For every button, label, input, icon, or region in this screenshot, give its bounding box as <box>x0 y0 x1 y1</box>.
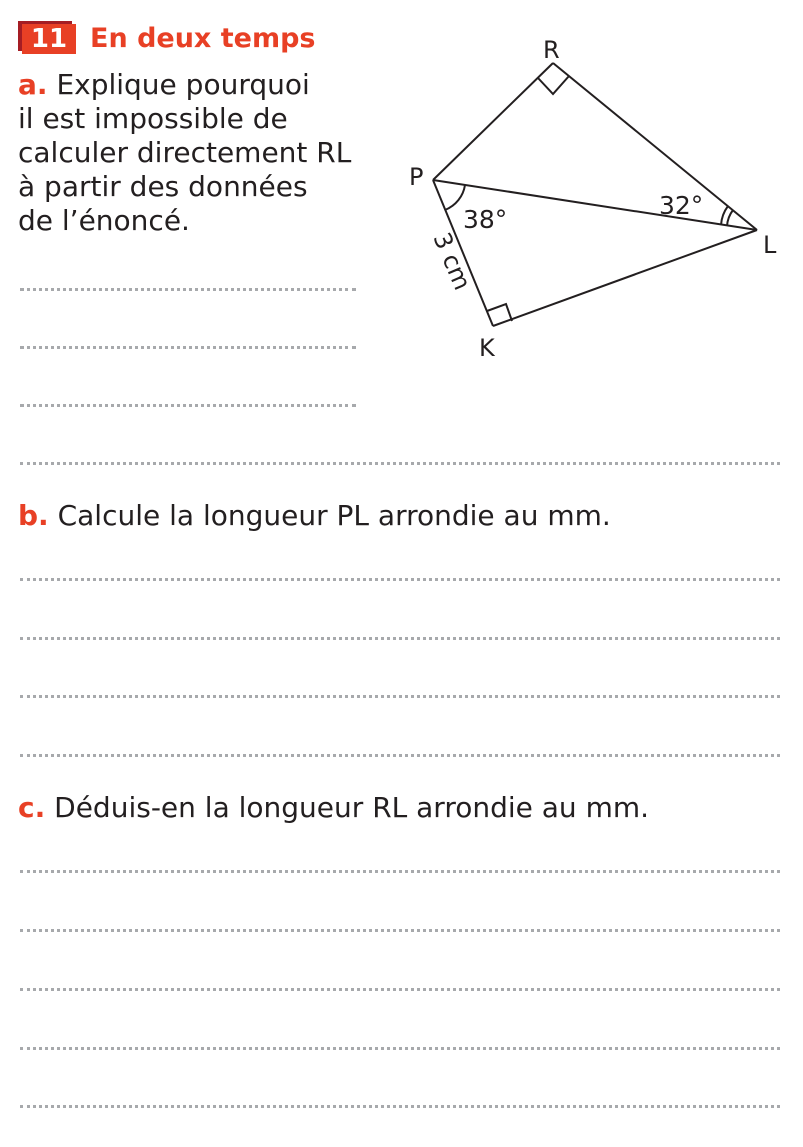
right-angle-mark-R <box>538 76 569 94</box>
answer-line-b-4[interactable] <box>20 754 780 757</box>
answer-line-b-3[interactable] <box>20 695 780 698</box>
answer-line-c-1[interactable] <box>20 870 780 873</box>
angle-arc-P <box>445 185 465 210</box>
segment-RL <box>553 63 757 230</box>
answer-line-a-2[interactable] <box>20 346 356 349</box>
question-a-line-5: de l’énoncé. <box>18 204 190 237</box>
answer-line-b-1[interactable] <box>20 578 780 581</box>
side-label-PK: 3 cm <box>427 228 477 295</box>
answer-line-c-2[interactable] <box>20 929 780 932</box>
question-a-line-1: a. Explique pourquoi <box>18 68 310 101</box>
answer-line-c-5[interactable] <box>20 1105 780 1108</box>
exercise-title: En deux temps <box>90 23 316 54</box>
segment-KL <box>493 230 757 326</box>
question-c-letter: c. <box>18 791 46 824</box>
answer-line-a-4[interactable] <box>20 462 780 465</box>
answer-line-b-2[interactable] <box>20 637 780 640</box>
question-b-text: Calcule la longueur PL arrondie au mm. <box>57 499 611 532</box>
point-label-L: L <box>763 231 777 259</box>
question-b-letter: b. <box>18 499 49 532</box>
question-a <box>18 68 388 238</box>
question-c-text: Déduis-en la longueur RL arrondie au mm. <box>54 791 650 824</box>
question-a-line-3: calculer directement RL <box>18 136 352 169</box>
point-label-P: P <box>409 163 424 191</box>
question-a-line-2: il est impossible de <box>18 102 288 135</box>
angle-label-P: 38° <box>463 205 508 234</box>
angle-label-L: 32° <box>659 191 704 220</box>
answer-line-a-1[interactable] <box>20 288 356 291</box>
question-c <box>18 790 649 826</box>
answer-line-a-3[interactable] <box>20 404 356 407</box>
exercise-number-badge: 11 <box>22 24 76 54</box>
geometry-figure <box>395 30 795 370</box>
question-a-line-4: à partir des données <box>18 170 308 203</box>
point-label-K: K <box>479 334 495 362</box>
answer-line-c-3[interactable] <box>20 988 780 991</box>
angle-arc-L-1 <box>727 210 733 226</box>
answer-line-c-4[interactable] <box>20 1047 780 1050</box>
segment-PR <box>433 63 553 180</box>
question-a-letter: a. <box>18 68 48 101</box>
question-b <box>18 498 611 534</box>
point-label-R: R <box>543 36 560 64</box>
